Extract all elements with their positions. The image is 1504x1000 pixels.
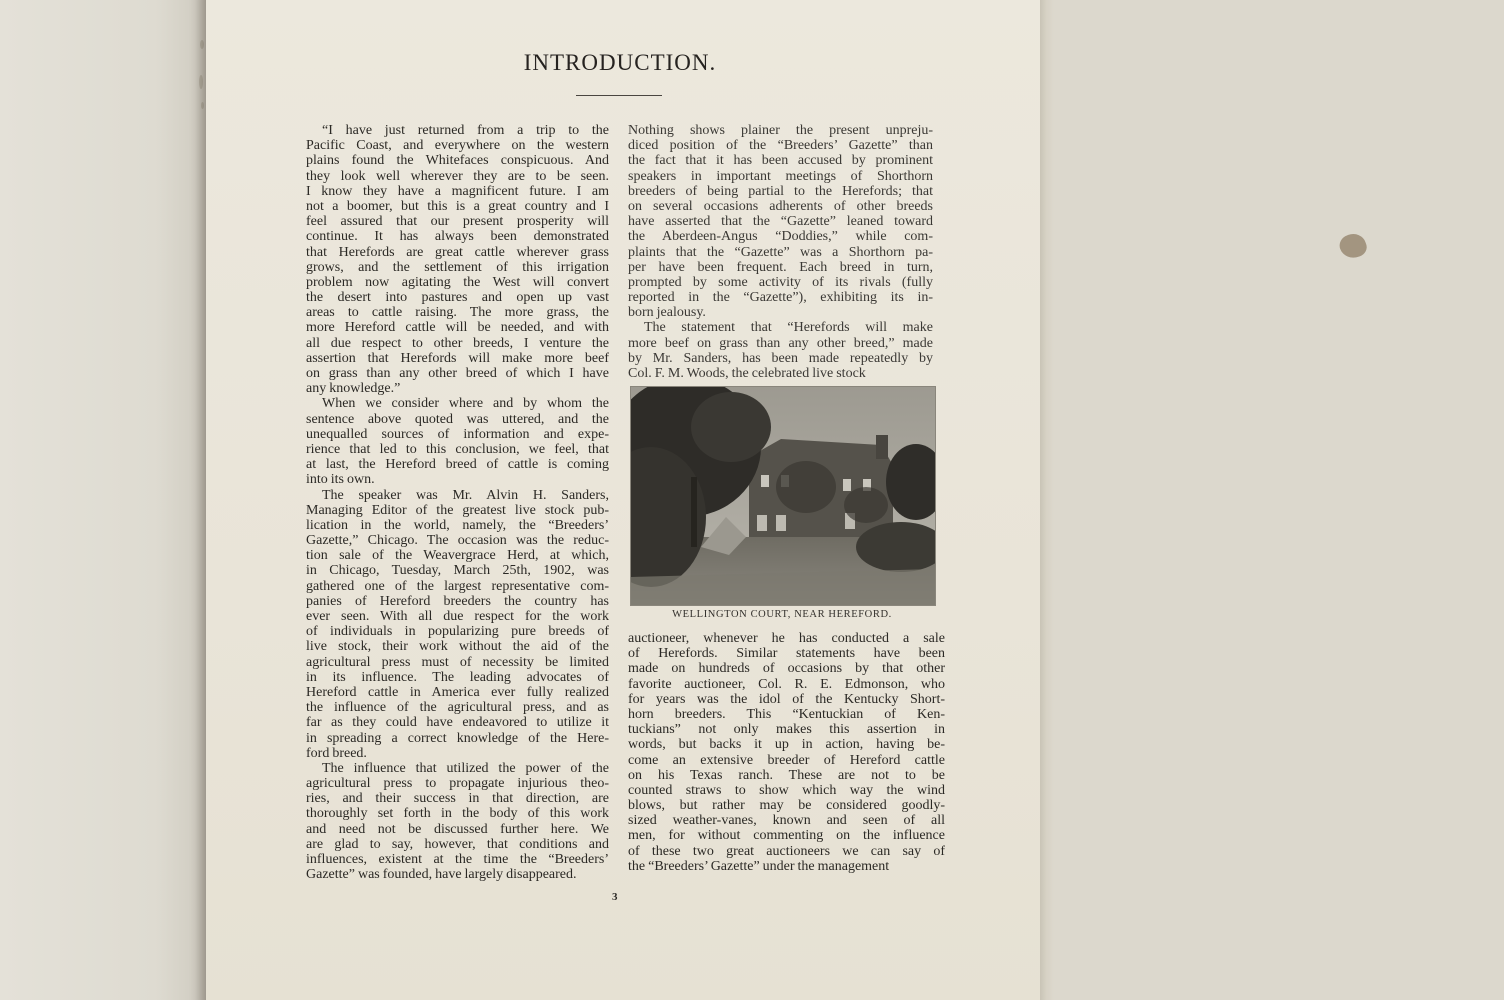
text-line: the influence of the agricultural press, and as (306, 700, 609, 716)
text-line: come an extensive breeder of Hereford cattle (628, 752, 945, 768)
text-line: in spreading a correct knowledge of the Here- (306, 730, 609, 746)
previous-page (0, 0, 222, 1000)
page-stain (201, 102, 204, 109)
text-line: feel assured that our present prosperity will (306, 214, 609, 230)
text-line: in Chicago, Tuesday, March 25th, 1902, was (306, 563, 609, 579)
page-stain (200, 40, 204, 49)
text-line: per have been frequent. Each breed in turn, (628, 259, 933, 275)
text-line: lication in the world, namely, the “Breeders’ (306, 517, 609, 533)
text-line: grows, and the settlement of this irrigation (306, 259, 609, 275)
text-line: the fact that it has been accused by prominent (628, 153, 933, 169)
text-line: horn breeders. This “Kentuckian of Ken- (628, 706, 945, 722)
text-line: not a boomer, but this is a great country and I (306, 198, 609, 214)
text-line: and need not be discussed further here. We (306, 821, 609, 837)
text-line: sentence above quoted was uttered, and the (306, 411, 609, 427)
text-line: in its influence. The leading advocates of (306, 669, 609, 685)
page-edge-shadow (1040, 0, 1054, 1000)
text-line: agricultural press to propagate injurious theo- (306, 776, 609, 792)
photo-caption: WELLINGTON COURT, NEAR HEREFORD. (672, 609, 892, 620)
halftone-photograph (630, 386, 936, 606)
text-line: into its own. (306, 472, 375, 488)
text-line: areas to cattle raising. The more grass, the (306, 305, 609, 321)
text-line: the “Breeders’ Gazette” under the management (628, 858, 890, 874)
text-line: Managing Editor of the greatest live stock pub- (306, 502, 609, 518)
text-line: Gazette,” Chicago. The occasion was the reduc- (306, 533, 609, 549)
page-stain (199, 75, 203, 89)
text-line: far as they could have endeavored to utilize it (306, 715, 609, 731)
text-line: I know they have a magnificent future. I am (306, 183, 609, 199)
text-line: the desert into pastures and open up vast (306, 290, 609, 306)
text-line: The speaker was Mr. Alvin H. Sanders, (322, 487, 609, 503)
text-line: all due respect to other breeds, I venture the (306, 335, 609, 351)
text-line: live stock, their work without the aid of the (306, 639, 609, 655)
text-line: breeders of being partial to the Herefords; that (628, 183, 933, 199)
text-line: The influence that utilized the power of the (322, 760, 609, 776)
text-line: are glad to say, however, that conditions and (306, 836, 609, 852)
text-line: Hereford cattle in America ever fully realized (306, 684, 609, 700)
text-line: on his Texas ranch. These are not to be (628, 767, 945, 783)
text-line: have asserted that the “Gazette” leaned toward (628, 214, 933, 230)
text-line: of these two great auctioneers we can say of (628, 843, 945, 859)
text-line: on grass than any other breed of which I have (306, 366, 609, 381)
text-line: “I have just returned from a trip to the (322, 123, 609, 138)
text-line: they look well wherever they are to be seen. (306, 168, 609, 184)
text-line: that Herefords are great cattle wherever grass (306, 244, 609, 260)
text-line: of Herefords. Similar statements have been (628, 646, 945, 662)
text-line: Col. F. M. Woods, the celebrated live stock (628, 366, 866, 381)
text-line: ries, and their success in that direction, are (306, 791, 609, 807)
text-line: panies of Hereford breeders the country has (306, 593, 609, 609)
text-line: agricultural press must of necessity be limited (306, 654, 609, 670)
text-line: at last, the Hereford breed of cattle is coming (306, 457, 609, 473)
page-title: INTRODUCTION. (523, 50, 717, 75)
title-rule (576, 95, 662, 96)
text-line: tuckians” not only makes this assertion in (628, 722, 945, 738)
text-line: tion sale of the Weavergrace Herd, at which, (306, 548, 609, 564)
text-line: rience that led to this conclusion, we feel, that (306, 441, 609, 457)
house-photo-illustration (631, 387, 935, 605)
text-line: Nothing shows plainer the present unpreju- (628, 123, 933, 138)
text-line: blows, but rather may be considered goodly- (628, 798, 945, 814)
text-line: made on hundreds of occasions by that other (628, 661, 945, 677)
text-line: on several occasions adherents of other breeds (628, 198, 933, 214)
text-line: prompted by some activity of its rivals (fully (628, 274, 933, 290)
text-line: The statement that “Herefords will make (644, 320, 933, 336)
text-line: ever seen. With all due respect for the work (306, 609, 609, 624)
text-line: thoroughly set forth in the body of this work (306, 806, 609, 822)
left-text-column (306, 123, 609, 882)
text-line: for years was the idol of the Kentucky Short- (628, 691, 945, 707)
text-line: When we consider where and by whom the (322, 396, 609, 412)
text-line: continue. It has always been demonstrated (306, 229, 609, 245)
text-line: plaints that the “Gazette” was a Shorthorn pa- (628, 244, 933, 260)
text-line: auctioneer, whenever he has conducted a sale (628, 631, 945, 646)
text-line: reported in the “Gazette”), exhibiting its in- (628, 290, 933, 306)
text-line: by Mr. Sanders, has been made repeatedly by (628, 350, 933, 366)
text-line: more beef on grass than any other breed,” made (628, 335, 933, 351)
page-number: 3 (612, 891, 618, 903)
text-line: plains found the Whitefaces conspicuous. And (306, 153, 609, 169)
text-line: speakers in important meetings of Shorthorn (628, 168, 933, 184)
text-line: more Hereford cattle will be needed, and with (306, 320, 609, 336)
text-line: born jealousy. (628, 305, 706, 321)
text-line: gathered one of the largest representative com- (306, 578, 609, 594)
text-line: of individuals in popularizing pure breeds of (306, 624, 609, 640)
text-line: assertion that Herefords will make more beef (306, 350, 609, 366)
text-line: any knowledge.” (306, 381, 401, 397)
text-line: unequalled sources of information and expe- (306, 426, 609, 442)
right-text-column-bottom (628, 631, 945, 874)
text-line: the Aberdeen-Angus “Doddies,” while com- (628, 229, 933, 245)
text-line: problem now agitating the West will convert (306, 274, 609, 290)
text-line: sized weather-vanes, known and seen of all (628, 813, 945, 829)
text-line: ford breed. (306, 745, 367, 761)
text-line: diced position of the “Breeders’ Gazette” than (628, 138, 933, 154)
paper-fragment (1337, 230, 1370, 261)
text-line: influences, existent at the time the “Breeders’ (306, 852, 609, 867)
text-line: words, but backs it up in action, having be- (628, 737, 945, 753)
right-text-column-top (628, 123, 933, 381)
text-line: men, for without commenting on the influence (628, 828, 945, 844)
text-line: favorite auctioneer, Col. R. E. Edmonson, who (628, 676, 945, 692)
text-line: Gazette” was founded, have largely disappeared. (306, 867, 577, 883)
text-line: counted straws to show which way the wind (628, 782, 945, 798)
text-line: Pacific Coast, and everywhere on the western (306, 138, 609, 154)
